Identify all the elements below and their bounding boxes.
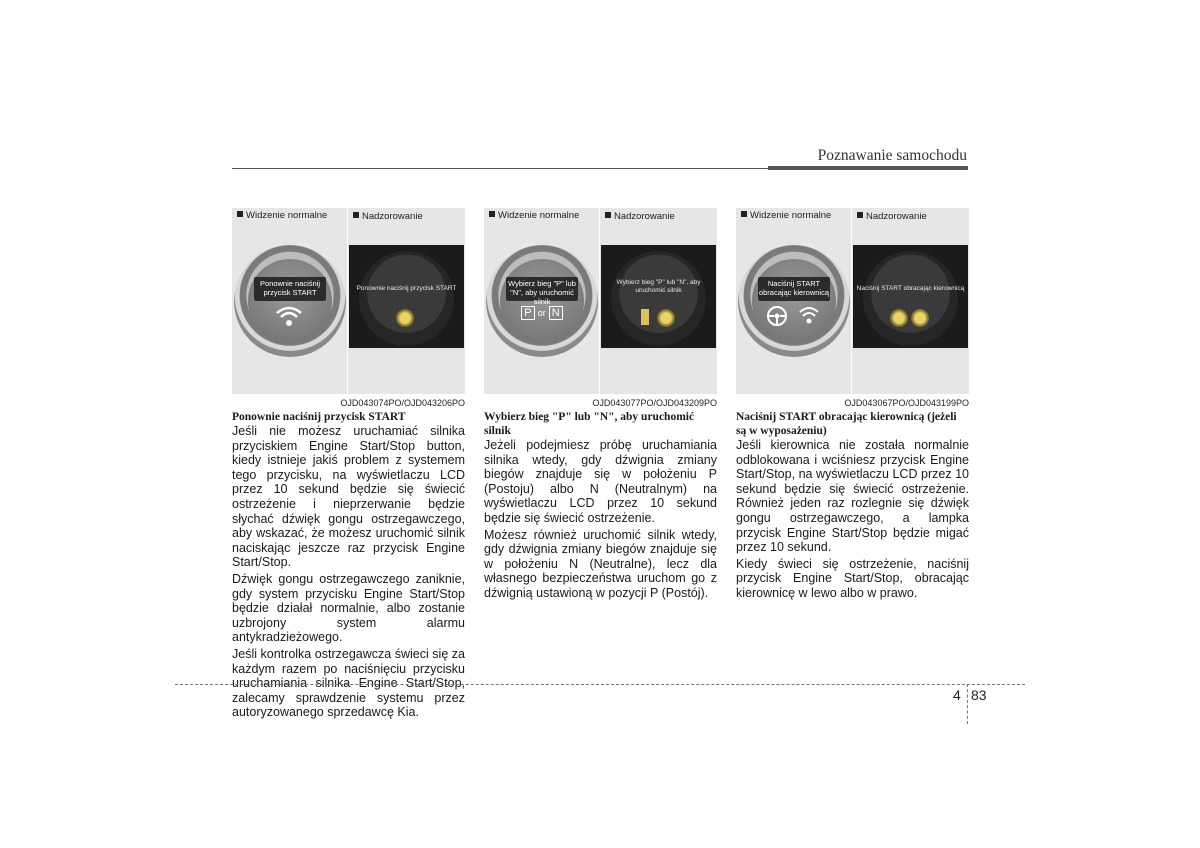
screen-message: Naciśnij START obracając kierownicą xyxy=(856,285,965,292)
start-button-icon xyxy=(798,305,820,327)
start-button-icon xyxy=(911,309,929,327)
running-header: Poznawanie samochodu xyxy=(817,147,967,164)
chapter-number: 4 xyxy=(953,687,961,703)
figure-select-gear xyxy=(484,208,717,394)
gauge-message: Wybierz bieg "P" lub "N", aby uruchomić silnik xyxy=(506,277,578,301)
gauge-message: Naciśnij START obracając kierownicą xyxy=(758,277,830,301)
cluster-screen xyxy=(349,245,464,348)
paragraph: Dźwięk gongu ostrzegawczego zaniknie, gdy system przycisku Engine Start/Stop będzie działał normalnie, albo zostanie uzbrojony system alarmu antykradzieżowego. xyxy=(232,571,465,645)
cluster-gauge xyxy=(738,245,850,357)
cluster-screen xyxy=(853,245,968,348)
screen-message: Ponownie naciśnij przycisk START xyxy=(356,285,457,292)
page-number: 83 xyxy=(971,687,987,703)
column-2 xyxy=(484,208,717,603)
figure-code: OJD043077PO/OJD043209PO xyxy=(592,398,717,408)
paragraph: Możesz również uruchomić silnik wtedy, gdy dźwignia zmiany biegów znajduje się w położeniu N (Neutralne), lecz dla własnego bezpieczeństwa uruchom go z dźwignią ustawioną w pozycji P (Postój). xyxy=(484,527,717,600)
column-3 xyxy=(736,208,969,603)
paragraph: Kiedy świeci się ostrzeżenie, naciśnij przycisk Engine Start/Stop, obracając kierownicę w lewo albo w prawo. xyxy=(736,556,969,600)
section-title: Ponownie naciśnij przycisk START xyxy=(232,411,406,423)
header-rule-accent xyxy=(768,166,968,170)
gauge-message: Ponownie naciśnij przycisk START xyxy=(254,277,326,301)
paragraph: Jeżeli podejmiesz próbę uruchamiania silnika wtedy, gdy dźwignia zmiany biegów znajduje się w położeniu P (Postoju) albo N (Neutralnym) na wyświetlaczu LCD przez 10 sekund będzie się świecić ostrzeżenie. xyxy=(484,438,717,525)
cluster-screen xyxy=(601,245,716,348)
gear-indicator-icon: P or N xyxy=(512,307,572,325)
footer-rule xyxy=(175,684,1025,685)
gear-indicator-icon xyxy=(641,309,649,325)
cluster-gauge xyxy=(234,245,346,357)
paragraph: Jeśli nie możesz uruchamiać silnika przyciskiem Engine Start/Stop button, kiedy istnieje jakiś problem z systemem tego przycisku, na wyświetlaczu LCD przez 10 sekund będzie się świecić ostrzeżenie i nieprzerwanie będzie słychać dźwięk gongu ostrzegawczego, aby wskazać, że możesz uruchomić silnik naciskając jeszcze raz przycisk Engine Start/Stop. xyxy=(232,424,465,570)
figure-restart xyxy=(232,208,465,394)
figure-code: OJD043074PO/OJD043206PO xyxy=(340,398,465,408)
paragraph: Jeśli kontrolka ostrzegawcza świeci się za każdym razem po naciśnięciu przycisku uruchamiania silnika Engine Start/Stop, zalecamy sprawdzenie systemu przez autoryzowanego sprzedawcę Kia. xyxy=(232,646,465,720)
figure-label-normal: Widzenie normalne xyxy=(489,210,579,221)
steering-wheel-icon xyxy=(890,309,908,327)
cluster-gauge xyxy=(486,245,598,357)
figure-label-normal: Widzenie normalne xyxy=(741,210,831,221)
figure-label-supervision: Nadzorowanie xyxy=(857,211,927,222)
paragraph: Jeśli kierownica nie została normalnie odblokowana i wciśniesz przycisk Engine Start/Stop, na wyświetlaczu LCD przez 10 sekund będzie się świecić ostrzeżenie. Również jeden raz rozlegnie się dźwięk gongu ostrzegawczego, a lampka przycisk Engine Start/Stop będzie migać przez 10 sekund. xyxy=(736,438,969,555)
figure-label-normal: Widzenie normalne xyxy=(237,210,327,221)
column-1 xyxy=(232,208,465,722)
figure-label-supervision: Nadzorowanie xyxy=(353,211,423,222)
figure-code: OJD043067PO/OJD043199PO xyxy=(844,398,969,408)
screen-message: Wybierz bieg "P" lub "N", aby uruchomić silnik xyxy=(616,279,701,294)
section-title: Naciśnij START obracając kierownicą (jeżeli są w wyposażeniu) xyxy=(736,411,957,437)
figure-steering xyxy=(736,208,969,394)
start-button-icon xyxy=(657,309,675,327)
section-title: Wybierz bieg "P" lub "N", aby uruchomić silnik xyxy=(484,411,695,437)
footer-divider xyxy=(967,684,968,724)
start-button-icon xyxy=(274,305,304,329)
start-button-icon xyxy=(396,309,414,327)
figure-label-supervision: Nadzorowanie xyxy=(605,211,675,222)
steering-wheel-icon xyxy=(766,305,788,327)
